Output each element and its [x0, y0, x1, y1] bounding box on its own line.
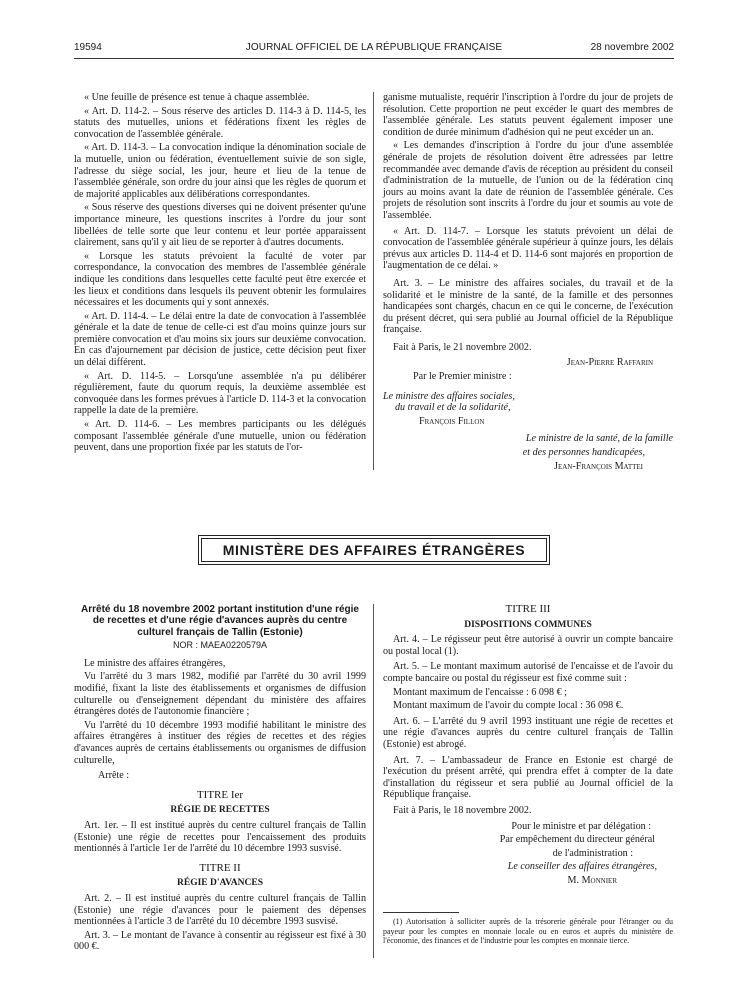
journal-title: JOURNAL OFFICIEL DE LA RÉPUBLIQUE FRANÇAISE — [245, 42, 503, 53]
minister-2-name: Jean-François Mattei — [554, 460, 643, 472]
header-rule — [74, 58, 674, 59]
ministry-title: MINISTÈRE DES AFFAIRES ÉTRANGÈRES — [222, 542, 526, 558]
nor-reference: NOR : MAEA0220579A — [172, 640, 268, 651]
amount-line: Montant maximum de l'encaisse : 6 098 € ; — [393, 686, 567, 698]
arrete-title: Arrêté du 18 novembre 2002 portant institution d'une régie de recettes et d'une régie d'avances auprès du centre culturel français de Tallin (Estonie) — [81, 604, 359, 638]
title-2-subtitle: RÉGIE D'AVANCES — [177, 878, 263, 889]
signature-line: Pour le ministre et par délégation : — [511, 820, 651, 832]
paragraph: « Art. D. 114-2. – Sous réserve des articles D. 114-3 à D. 114-5, les statuts des mutuelles, unions et fédérations fixent les règles de convocation de l'assemblée générale. — [74, 105, 366, 140]
article-1: Art. 1er. – Il est institué auprès du centre culturel français de Tallin (Estonie) une régie de recettes pour l'encaissement des produits mentionnés à l'article 1er de l'arrêté du 10 décembre 1993 susvisé. — [74, 819, 366, 855]
article-3: Art. 3. – Le montant de l'avance à consentir au régisseur est fixé à 30 000 €. — [74, 929, 366, 953]
bottom-right-column — [383, 604, 673, 947]
article-2: Art. 2. – Il est institué auprès du centre culturel français de Tallin (Estonie) une régie d'avances pour le paiement des dépenses mentionnées à l'article 3 de l'arrêté du 10 décembre 1993 susvisé. — [74, 892, 366, 928]
article-7: Art. 7. – L'ambassadeur de France en Estonie est chargé de l'exécution du présent arrêté, qui prendra effet à compter de la date d'installation du régisseur et sera publié au Journal officiel de la République française. — [383, 754, 673, 801]
paragraph: « Les demandes d'inscription à l'ordre du jour d'une assemblée générale de projets de résolution doivent être adressées par lettre recommandée avec demande d'avis de réception au président du conseil d'administration de la mutuelle, de l'union ou de la fédération cinq jours au moins avant la date de réunion de l'assemblée générale. Ces projets de résolution sont inscrits à l'ordre du jour et soumis au vote de l'assemblée. — [383, 140, 673, 221]
title-1-subtitle: RÉGIE DE RECETTES — [170, 805, 270, 816]
minister-1-title: Le ministre des affaires sociales, — [383, 390, 515, 402]
title-2: TITRE II — [199, 861, 241, 874]
paragraph: « Une feuille de présence est tenue à chaque assemblée. — [84, 92, 310, 103]
column-divider — [373, 604, 374, 958]
article-6: Art. 6. – L'arrêté du 9 avril 1993 instituant une régie de recettes et une régie d'avances auprès du centre culturel français de Tallin (Estonie) est abrogé. — [383, 715, 673, 750]
issue-date: 28 novembre 2002 — [590, 42, 674, 53]
paragraph: ganisme mutualiste, requérir l'inscription à l'ordre du jour de projets de résolution. Cette proportion ne peut excéder le quart des membres de l'assemblée générale. Les statuts peuvent également imposer une condition de durée minimum d'adhésion qui ne peut excéder un an. — [383, 92, 673, 138]
footnote-rule — [383, 912, 459, 913]
title-3: TITRE III — [505, 603, 551, 615]
top-left-column — [74, 92, 366, 456]
signature-line: de l'administration : — [552, 847, 633, 859]
paragraph: « Art. D. 114-6. – Les membres participants ou les délégués composant l'assemblée générale d'une mutuelle, union ou fédération peuvent, dans une proportion fixée par les statuts de l'or- — [74, 419, 366, 454]
signature-line: Par empêchement du directeur général — [499, 834, 655, 846]
paragraph: Vu l'arrêté du 10 décembre 1993 modifié habilitant le ministre des affaires étrangères à instituer des régies de recettes et des régies d'avances auprès de certains établissements ou organismes de diffusion culturelle, — [74, 719, 366, 766]
column-divider — [373, 92, 374, 470]
page-header — [74, 42, 674, 56]
ministry-banner — [201, 538, 547, 562]
paragraph: « Sous réserve des questions diverses qui ne doivent présenter qu'une importance mineure, les questions inscrites à l'ordre du jour sont libellées de telle sorte que leur contenu et leur portée apparaissent clairement, sans qu'il y ait lieu de se reporter à d'autres documents. — [74, 202, 366, 249]
minister-2-title: et des personnes handicapées, — [522, 447, 645, 459]
page-number: 19594 — [74, 42, 102, 53]
title-1: TITRE Ier — [196, 788, 244, 801]
bottom-left-column — [74, 604, 366, 955]
pm-name: Jean-Pierre Raffarin — [566, 357, 653, 369]
paragraph: « Art. D. 114-7. – Lorsque les statuts prévoient un délai de convocation de l'assemblée générale supérieur à quinze jours, les délais prévus aux articles D. 114-4 et D. 114-6 sont majorés en proportion de l'augmentation de ce délai. » — [383, 225, 673, 272]
article-4: Art. 4. – Le régisseur peut être autorisé à ouvrir un compte bancaire ou postal local (1). — [383, 634, 673, 657]
title-3-subtitle: DISPOSITIONS COMMUNES — [464, 619, 592, 630]
top-right-column — [383, 92, 673, 474]
signing-place-date: Fait à Paris, le 18 novembre 2002. — [393, 804, 532, 816]
paragraph: « Art. D. 114-4. – Le délai entre la date de convocation à l'assemblée générale et la date de tenue de celle-ci est d'au moins quinze jours sur première convocation et d'au moins six jours sur deuxième convocation. En cas d'ajournement par décision de justice, cette décision peut fixer un délai différent. — [74, 310, 366, 369]
paragraph: « Art. D. 114-5. – Lorsqu'une assemblée n'a pu délibérer régulièrement, faute du quorum requis, la deuxième assemblée est convoquée dans les formes prévues à l'article D. 114-3 et la convocation rappelle la date de la première. — [74, 370, 366, 417]
article-5: Art. 5. – Le montant maximum autorisé de l'encaisse et de l'avoir du compte bancaire ou postal du régisseur est fixé comme suit : — [383, 661, 673, 684]
amount-line: Montant maximum de l'avoir du compte local : 36 098 €. — [393, 700, 624, 712]
paragraph: « Lorsque les statuts prévoient la faculté de voter par correspondance, la convocation des membres de l'assemblée générale indique les conditions dans lesquelles cette faculté peut être exercée et les lieux et conditions dans lesquels ils peuvent obtenir les formulaires nécessaires et les documents qui y sont annexés. — [74, 250, 366, 309]
paragraph: « Art. D. 114-3. – La convocation indique la dénomination sociale de la mutuelle, union ou fédération, éventuellement suivie de son sigle, l'adresse du siège social, les jour, heure et lieu de la tenue de l'assemblée générale, son ordre du jour ainsi que les règles de quorum et de majorité applicables aux délibérations correspondantes. — [74, 142, 366, 200]
article-3: Art. 3. – Le ministre des affaires sociales, du travail et de la solidarité et le ministre de la santé, de la famille et des personnes handicapées sont chargés, chacun en ce qui le concerne, de l'exécution du présent décret, qui sera publié au Journal officiel de la République française. — [383, 277, 673, 336]
paragraph: Vu l'arrêté du 3 mars 1982, modifié par l'arrêté du 30 avril 1999 modifié, fixant la liste des établissements et organismes de diffusion culturelle ou d'enseignement dépendant du ministère des affaires étrangères dotés de l'autonomie financière ; — [74, 671, 366, 718]
minister-1-title: du travail et de la solidarité, — [395, 402, 511, 414]
footnote: (1) Autorisation à solliciter auprès de la trésorerie générale pour l'étranger ou du payeur pour les comptes en monnaie locale ou en euros et auprès du ministère de l'économie, des finances et de l'industrie pour les comptes en monnaie tierce. — [383, 917, 673, 945]
signature-title: Le conseiller des affaires étrangères, — [507, 861, 657, 873]
pm-label: Par le Premier ministre : — [413, 371, 512, 383]
signing-place-date: Fait à Paris, le 21 novembre 2002. — [393, 341, 532, 353]
signature-name: M. Monnier — [567, 874, 617, 886]
paragraph: Le ministre des affaires étrangères, — [84, 657, 226, 669]
paragraph: Arrête : — [98, 770, 130, 782]
minister-1-name: François Fillon — [419, 415, 485, 427]
minister-2-title: Le ministre de la santé, de la famille — [525, 433, 673, 445]
